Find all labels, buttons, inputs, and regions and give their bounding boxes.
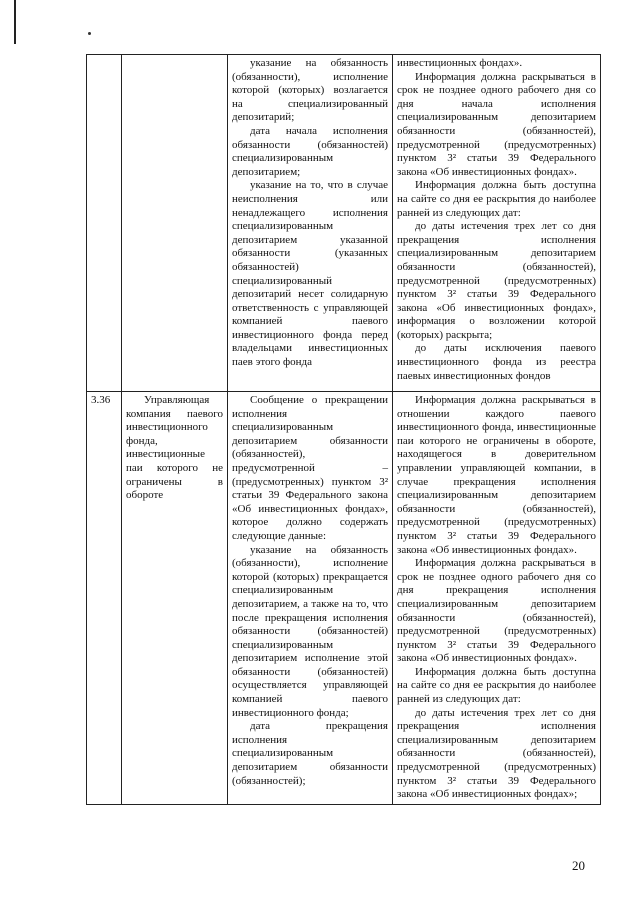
table-row-3-36 [87,392,601,805]
cell-requirements [393,55,601,392]
paragraph: инвестиционных фондах». [397,57,523,69]
cell-content [228,392,393,805]
paragraph: до даты исключения паевого инвестиционного фонда из реестра паевых инвестиционных фондов [397,342,596,382]
paragraph: Информация должна раскрываться в срок не позднее одного рабочего дня со дня прекращения исполнения специализированным депозитарием обязанности (обязанностей), предусмотренной (предусмотренных) пунктом 3² статьи 39 Федерального закона «Об инвестиционных фондах». [397,557,596,665]
cell-number-empty [87,55,122,392]
cell-requirements [393,392,601,805]
paragraph: Информация должна раскрываться в срок не позднее одного рабочего дня со дня начала исполнения специализированным депозитарием обязанности (обязанностей), предусмотренной (предусмотренных) пунктом 3² статьи 39 Федерального закона «Об инвестиционных фондах». [397,70,596,178]
discloser-name: Управляющая компания паевого инвестиционного фонда, инвестиционные паи которого не ограничены в обороте [126,394,223,502]
cell-name-empty [122,55,228,392]
paragraph: указание на обязанность (обязанности), исполнение которой (которых) возлагается на специализированный депозитарий; [232,57,388,124]
paragraph: указание на обязанность (обязанности), исполнение которой (которых) прекращается специализированным депозитарием, а также на то, что после прекращения исполнения обязанности (обязанностей) специализированным депозитарием исполнение этой обязанности (обязанностей) осуществляется управляющей компанией паевого инвестиционного фонда; [232,543,388,719]
paragraph: указание на то, что в случае неисполнения или ненадлежащего исполнения специализированным депозитарием указанной обязанности (указанных обязанностей) специализированный депозитарий несет солидарную ответственность с управляющей компанией паевого инвестиционного фонда перед владельцами инвестиционных паев этого фонда [232,179,388,369]
table-row-continued [87,55,601,392]
paragraph: дата начала исполнения обязанности (обязанностей) специализированным депозитарием; [232,124,388,178]
paragraph: Информация должна раскрываться в отношении каждого паевого инвестиционного фонда, инвестиционные паи которого не ограничены в обороте, находящегося в доверительном управлении управляющей компании, в случае прекращения исполнения специализированным депозитарием обязанности (обязанностей), предусмотренной (предусмотренных) пунктом 3² статьи 39 Федерального закона «Об инвестиционных фондах». [397,394,596,556]
paragraph: Информация должна быть доступна на сайте со дня ее раскрытия до наиболее ранней из следующих дат: [397,665,596,706]
cell-content [228,55,393,392]
cell-number: 3.36 [87,392,122,805]
scan-edge-mark [14,0,16,44]
disclosure-table [86,54,601,805]
page-number: 20 [572,858,585,873]
cell-name [122,392,228,805]
paragraph: дата прекращения исполнения специализированным депозитарием обязанности (обязанностей); [232,720,388,787]
paragraph: Информация должна быть доступна на сайте со дня ее раскрытия до наиболее ранней из следующих дат: [397,179,596,219]
paragraph: до даты истечения трех лет со дня прекращения исполнения специализированным депозитарием обязанности (обязанностей), предусмотренной (предусмотренных) пунктом 3² статьи 39 Федерального закона «Об инвестиционных фондах», информация о возложении которой (которых) раскрыта; [397,220,596,341]
scan-dot-mark [88,32,91,35]
paragraph: Сообщение о прекращении исполнения специализированным депозитарием обязанности (обязанностей), предусмотренной – (предусмотренных) пунктом 3² статьи 39 Федерального закона «Об инвестиционных фондах», которое должно содержать следующие данные: [232,394,388,542]
paragraph: до даты истечения трех лет со дня прекращения исполнения специализированным депозитарием обязанности (обязанностей), предусмотренной (предусмотренных) пунктом 3² статьи 39 Федерального закона «Об инвестиционных фондах»; [397,706,596,801]
